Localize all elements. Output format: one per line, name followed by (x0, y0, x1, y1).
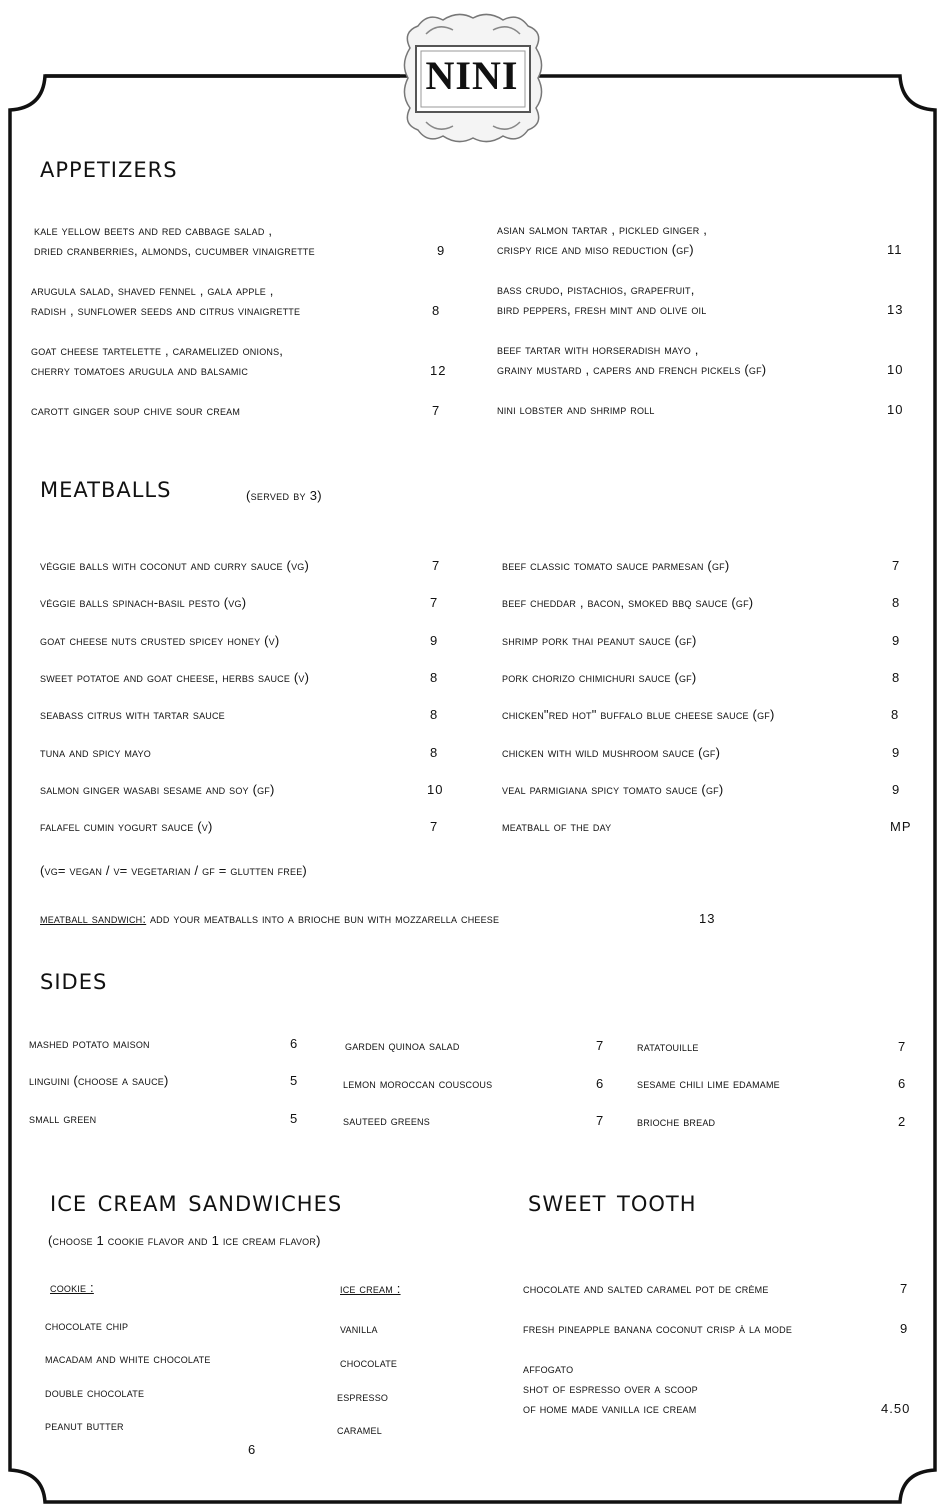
meatball-sandwich (40, 909, 499, 929)
appetizer-price: 10 (887, 362, 904, 377)
sweet-tooth-title: sweet tooth (528, 1184, 697, 1219)
meatball-item: sweet potatoe and goat cheese, herbs sauce (v) (40, 670, 310, 685)
meatball-item: beef cheddar , bacon, smoked bbq sauce (gf) (502, 595, 754, 610)
ice-cream-flavor: espresso (337, 1389, 389, 1404)
dessert-price: 9 (900, 1321, 909, 1336)
appetizer-item: dried cranberries, almonds, cucumber vinaigrette (34, 243, 315, 258)
side-item: brioche bread (637, 1114, 716, 1129)
appetizer-item: kale yellow beets and red cabbage salad , (34, 223, 273, 238)
dessert-item: fresh pineapple banana coconut crisp à la mode (523, 1321, 793, 1336)
meatballs-title: meatballs (40, 470, 172, 505)
appetizer-price: 12 (430, 363, 447, 378)
affogato-title: affogato (523, 1361, 574, 1376)
meatball-item: meatball of the day (502, 819, 612, 834)
ice-cream-label: ice cream : (340, 1281, 401, 1296)
ice-cream-price: 6 (248, 1442, 257, 1457)
meatball-price: 7 (430, 595, 439, 610)
ice-cream-title: ice cream sandwiches (50, 1184, 343, 1219)
ice-cream-flavor: vanilla (340, 1321, 378, 1336)
appetizer-price: 11 (887, 242, 903, 257)
meatball-item: chicken"red hot" buffalo blue cheese sauce (gf) (502, 707, 775, 722)
meatball-sandwich-label: meatball sandwich: (40, 911, 147, 926)
appetizers-title: appetizers (40, 150, 178, 185)
meatball-price: 7 (892, 558, 901, 573)
side-price: 7 (596, 1113, 605, 1128)
side-item: sesame chili lime edamame (637, 1076, 780, 1091)
meatball-price: 8 (430, 707, 439, 722)
diet-legend: (vg= vegan / v= vegetarian / gf = glutten free) (40, 863, 307, 878)
affogato-price: 4.50 (881, 1401, 911, 1416)
appetizer-item: nini lobster and shrimp roll (497, 402, 655, 417)
meatball-price: MP (890, 819, 912, 834)
meatball-price: 9 (892, 782, 901, 797)
meatball-item: salmon ginger wasabi sesame and soy (gf) (40, 782, 275, 797)
appetizer-item: arugula salad, shaved fennel , gala apple , (31, 283, 274, 298)
meatball-item: chicken with wild mushroom sauce (gf) (502, 745, 721, 760)
meatball-item: shrimp pork thai peanut sauce (gf) (502, 633, 697, 648)
side-price: 6 (898, 1076, 907, 1091)
meatball-price: 7 (432, 558, 441, 573)
cookie-item: macadam and white chocolate (45, 1351, 211, 1366)
cookie-label: cookie : (50, 1280, 94, 1295)
meatball-item: véggie balls with coconut and curry sauce (vg) (40, 558, 310, 573)
meatball-price: 7 (430, 819, 439, 834)
sides-title: sides (40, 962, 108, 997)
meatball-item: seabass citrus with tartar sauce (40, 707, 225, 722)
meatball-item: goat cheese nuts crusted spicey honey (v) (40, 633, 280, 648)
meatball-price: 8 (430, 745, 439, 760)
appetizer-item: radish , sunflower seeds and citrus vinaigrette (31, 303, 301, 318)
appetizer-item: bird peppers, fresh mint and olive oil (497, 302, 707, 317)
appetizer-item: crispy rice and miso reduction (gf) (497, 242, 694, 257)
meatball-sandwich-text: add your meatballs into a brioche bun with mozzarella cheese (146, 911, 500, 926)
appetizer-item: asian salmon tartar , pickled ginger , (497, 222, 708, 237)
side-item: mashed potato maison (29, 1036, 150, 1051)
meatball-price: 8 (430, 670, 439, 685)
meatball-item: falafel cumin yogurt sauce (v) (40, 819, 213, 834)
side-price: 5 (290, 1073, 299, 1088)
appetizer-item: goat cheese tartelette , caramelized onions, (31, 343, 284, 358)
meatball-item: beef classic tomato sauce parmesan (gf) (502, 558, 730, 573)
meatball-price: 9 (892, 633, 901, 648)
cookie-item: double chocolate (45, 1385, 145, 1400)
cookie-item: peanut butter (45, 1418, 124, 1433)
meatball-price: 8 (891, 707, 900, 722)
meatballs-subtitle: (served by 3) (246, 488, 322, 503)
dessert-price: 7 (900, 1281, 909, 1296)
side-price: 2 (898, 1114, 907, 1129)
side-item: linguini (choose a sauce) (29, 1073, 169, 1088)
appetizer-price: 8 (432, 303, 441, 318)
logo-text: NINI (425, 53, 519, 98)
side-item: garden quinoa salad (345, 1038, 460, 1053)
meatball-price: 9 (430, 633, 439, 648)
ice-cream-flavor: caramel (337, 1422, 382, 1437)
meatball-item: veal parmigiana spicy tomato sauce (gf) (502, 782, 724, 797)
side-item: small green (29, 1111, 97, 1126)
side-item: lemon moroccan couscous (343, 1076, 493, 1091)
meatball-price: 10 (427, 782, 444, 797)
appetizer-price: 9 (437, 243, 446, 258)
ice-cream-subtitle: (choose 1 cookie flavor and 1 ice cream flavor) (48, 1233, 321, 1248)
appetizer-item: beef tartar with horseradish mayo , (497, 342, 699, 357)
affogato-description: of home made vanilla ice cream (523, 1401, 697, 1416)
affogato-description: shot of espresso over a scoop (523, 1381, 698, 1396)
side-price: 7 (898, 1039, 907, 1054)
ice-cream-flavor: chocolate (340, 1355, 398, 1370)
meatball-item: tuna and spicy mayo (40, 745, 151, 760)
side-item: ratatouille (637, 1039, 699, 1054)
appetizer-price: 10 (887, 402, 904, 417)
appetizer-item: grainy mustard , capers and french pickels (gf) (497, 362, 767, 377)
side-price: 6 (596, 1076, 605, 1091)
side-price: 5 (290, 1111, 299, 1126)
appetizer-item: carott ginger soup chive sour cream (31, 403, 241, 418)
side-price: 6 (290, 1036, 299, 1051)
appetizer-item: bass crudo, pistachios, grapefruit, (497, 282, 695, 297)
side-item: sauteed greens (343, 1113, 430, 1128)
appetizer-item: cherry tomatoes arugula and balsamic (31, 363, 249, 378)
appetizer-price: 7 (432, 403, 441, 418)
meatball-item: véggie balls spinach-basil pesto (vg) (40, 595, 247, 610)
side-price: 7 (596, 1038, 605, 1053)
meatball-price: 8 (892, 670, 901, 685)
cookie-item: chocolate chip (45, 1318, 129, 1333)
dessert-item: chocolate and salted caramel pot de crème (523, 1281, 769, 1296)
meatball-price: 9 (892, 745, 901, 760)
appetizer-price: 13 (887, 302, 904, 317)
meatball-item: pork chorizo chimichuri sauce (gf) (502, 670, 697, 685)
meatball-price: 8 (892, 595, 901, 610)
meatball-sandwich-price: 13 (699, 911, 716, 926)
